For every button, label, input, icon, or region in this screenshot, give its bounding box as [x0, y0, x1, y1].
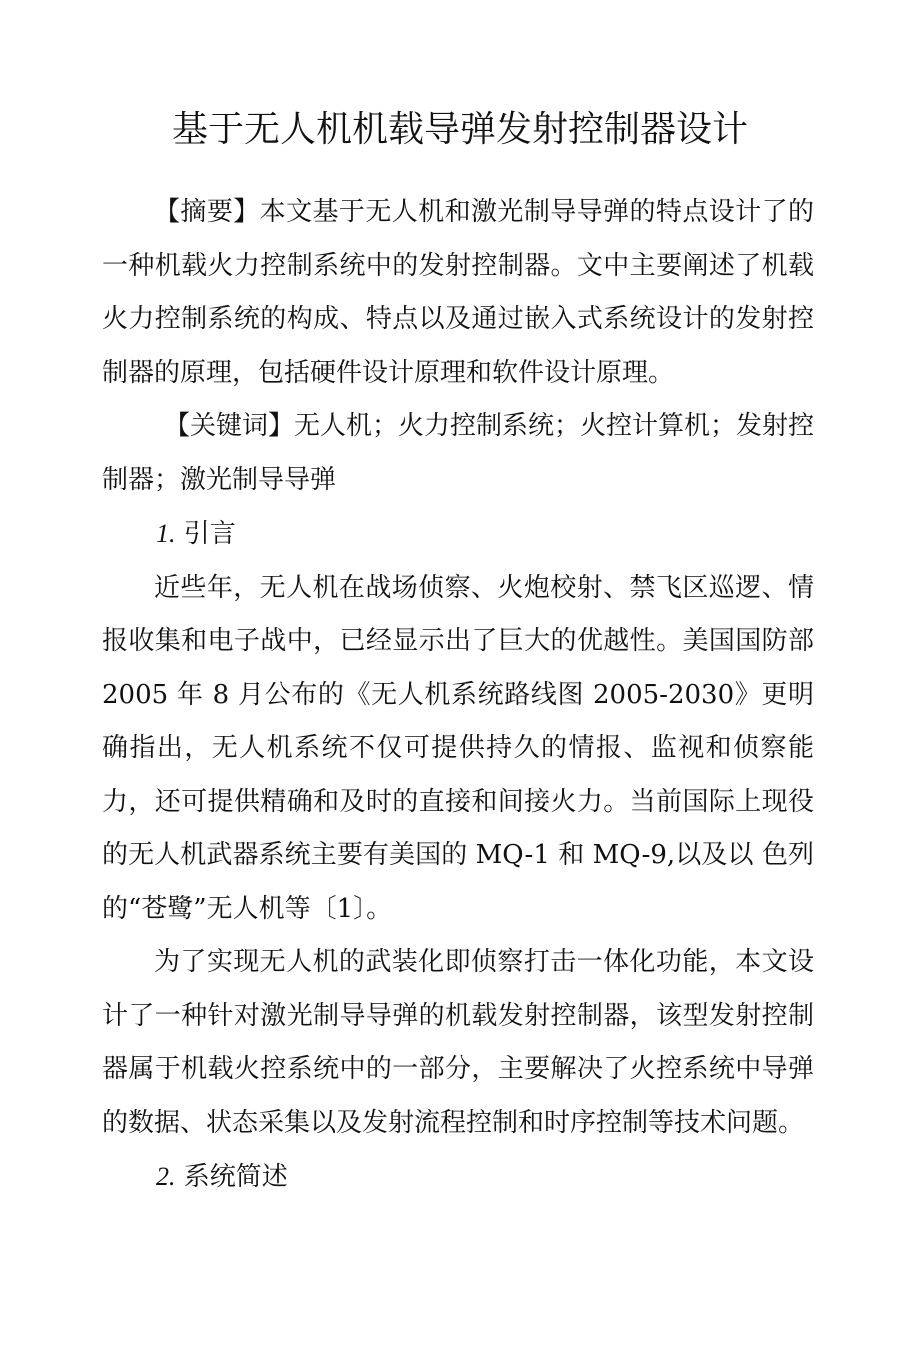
body-paragraph: 为了实现无人机的武装化即侦察打击一体化功能，本文设计了一种针对激光制导导弹的机载发射控制器，该型发射控制器属于机载火控系统中的一部分，主要解决了火控系统中导弹的数据、状态采集以及发射流程控制和时序控制等技术问题。 — [102, 947, 814, 1138]
keywords-paragraph: 【关键词】无人机；火力控制系统；火控计算机；发射控制器；激光制导导弹 — [102, 411, 815, 495]
section-heading-1 — [102, 507, 814, 562]
section-title: 系统简述 — [183, 1162, 288, 1192]
section-title: 引言 — [183, 519, 236, 549]
document-body — [102, 186, 814, 1205]
body-paragraph: 近些年，无人机在战场侦察、火炮校射、禁飞区巡逻、情报收集和电子战中，已经显示出了巨大的优越性。美国国防部 2005 年 8 月公布的《无人机系统路线图 2005-2030》更明确指出，无人机系统不仅可提供持久的情报、监视和侦察能力，还可提供精确和及时的直接和间接火力。当前国际上现役的无人机武器系统主要有美国的 MQ-1 和 MQ-9,以及以 色列的“苍鹭”无人机等〔1〕。 — [102, 572, 814, 924]
section-number: 2. — [156, 1162, 176, 1191]
section-heading-2 — [102, 1150, 814, 1205]
section-number: 1. — [156, 519, 176, 548]
page-title: 基于无人机机载导弹发射控制器设计 — [171, 109, 748, 151]
abstract-paragraph: 【摘要】本文基于无人机和激光制导导弹的特点设计了的一种机载火力控制系统中的发射控制器。文中主要阐述了机载火力控制系统的构成、特点以及通过嵌入式系统设计的发射控制器的原理，包括硬件设计原理和软件设计原理。 — [102, 197, 814, 388]
